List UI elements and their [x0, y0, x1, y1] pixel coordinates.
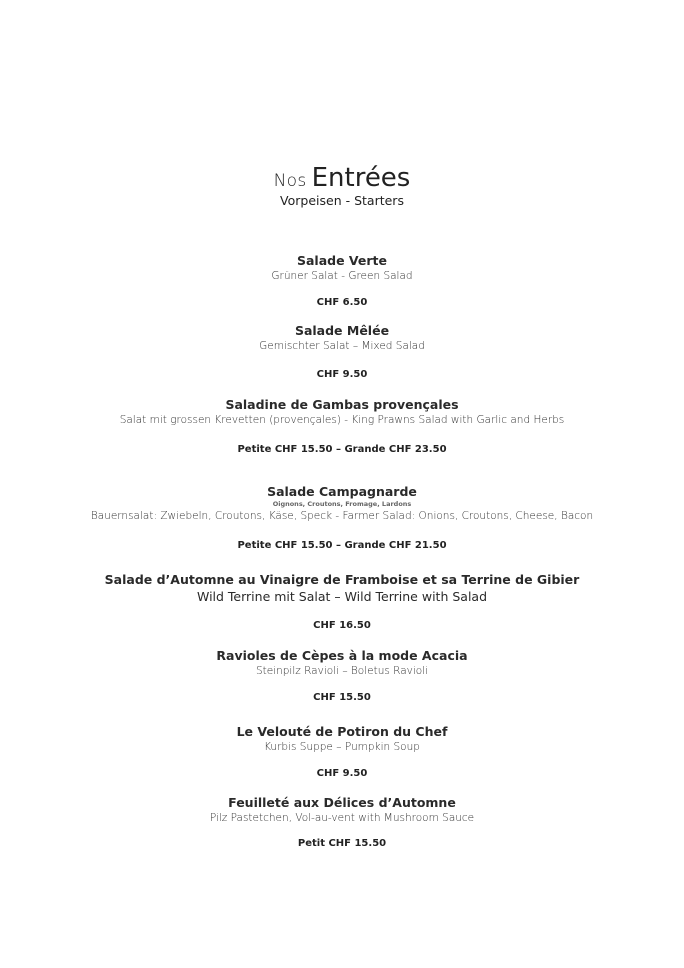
- dish-description: Kurbis Suppe – Pumpkin Soup: [264, 741, 420, 753]
- page-subtitle: Vorpeisen - Starters: [280, 193, 404, 208]
- menu-item-salade-campagnarde: [0, 483, 684, 523]
- dish-price: CHF 9.50: [316, 369, 368, 380]
- dish-name: Feuilleté aux Délices d’Automne: [228, 795, 456, 810]
- menu-item-veloute: [0, 723, 684, 754]
- dish-description: Salat mit grossen Krevetten (provençales) - King Prawns Salad with Garlic and Herbs: [119, 414, 565, 426]
- dish-name: Salade d’Automne au Vinaigre de Framboise et sa Terrine de Gibier: [104, 572, 580, 587]
- title-main: Entrées: [311, 163, 411, 193]
- dish-description: Steinpilz Ravioli – Boletus Ravioli: [255, 665, 429, 677]
- dish-description: Wild Terrine mit Salat – Wild Terrine with Salad: [196, 589, 488, 604]
- menu-item-salade-melee: [0, 322, 684, 353]
- dish-price: CHF 9.50: [316, 768, 368, 779]
- menu-item-feuillete: [0, 794, 684, 825]
- dish-note: Oignons, Croutons, Fromage, Lardons: [272, 500, 412, 508]
- title-prefix: Nos: [273, 171, 307, 191]
- dish-description: Grüner Salat - Green Salad: [271, 270, 413, 282]
- dish-name: Salade Verte: [296, 253, 388, 268]
- dish-price: CHF 16.50: [313, 620, 371, 631]
- dish-description: Gemischter Salat – Mixed Salad: [259, 340, 425, 352]
- menu-item-saladine-gambas: [0, 396, 684, 427]
- dish-description: Bauernsalat: Zwiebeln, Croutons, Käse, Speck - Farmer Salad: Onions, Croutons, Cheese, Bacon: [90, 510, 594, 522]
- dish-price: Petite CHF 15.50 – Grande CHF 23.50: [237, 444, 447, 455]
- dish-name: Salade Campagnarde: [267, 484, 417, 499]
- dish-price: Petite CHF 15.50 – Grande CHF 21.50: [237, 540, 447, 551]
- menu-item-ravioles: [0, 647, 684, 678]
- dish-price: CHF 15.50: [313, 692, 371, 703]
- menu-item-salade-automne: [0, 571, 684, 605]
- menu-item-salade-verte: [0, 252, 684, 283]
- dish-name: Salade Mêlée: [294, 323, 390, 338]
- dish-description: Pilz Pastetchen, Vol-au-vent with Mushroom Sauce: [209, 812, 475, 824]
- dish-price: CHF 6.50: [316, 297, 368, 308]
- dish-name: Le Velouté de Potiron du Chef: [236, 724, 448, 739]
- dish-price: Petit CHF 15.50: [297, 838, 387, 849]
- dish-name: Saladine de Gambas provençales: [225, 397, 459, 412]
- dish-name: Ravioles de Cèpes à la mode Acacia: [216, 648, 468, 663]
